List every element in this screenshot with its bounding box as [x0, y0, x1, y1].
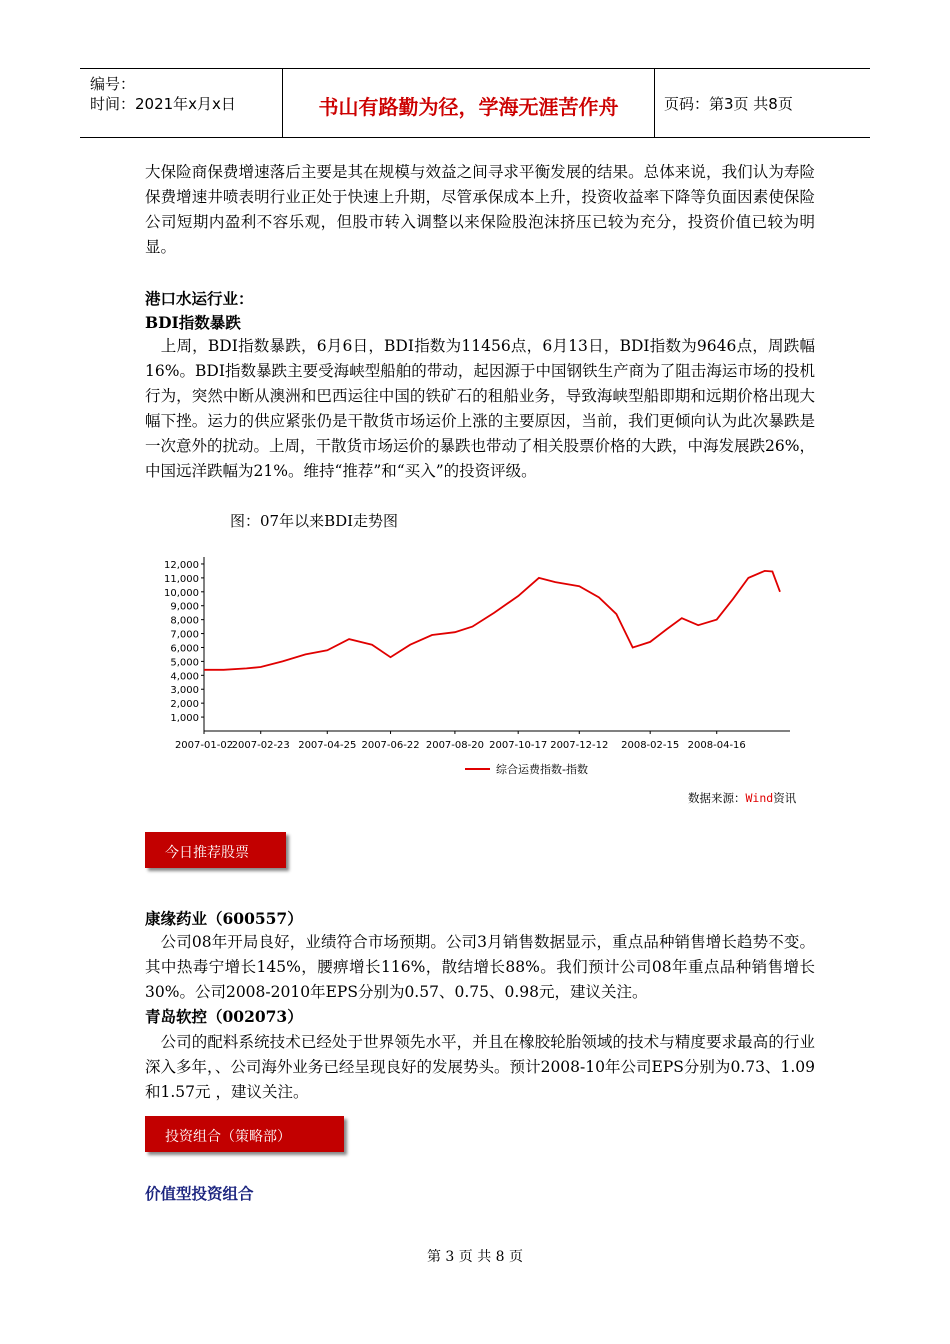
- y-tick-label: 9,000: [170, 601, 199, 613]
- legend-label: 综合运费指数-指数: [496, 763, 588, 776]
- figure-caption: 图：07年以来BDI走势图: [230, 512, 399, 530]
- bdi-paragraph: 上周，BDI指数暴跌，6月6日，BDI指数为11456点，6月13日，BDI指数为9646点，周跌幅16%。BDI指数暴跌主要受海峡型船舶的带动，起因源于中国钢铁生产商为了阻击海运市场的投机行为，突然中断从澳洲和巴西运往中国的铁矿石的租船业务，导致海峡型船即期和远期价格出现大幅下挫。运力的供应紧张仍是干散货市场运价上涨的主要原因，当前，我们更倾向认为此次暴跌是一次意外的扰动。上周，干散货市场运价的暴跌也带动了相关股票价格的大跌，中海发展跌26%，中国远洋跌幅为21%。维持“推荐”和“买入”的投资评级。: [145, 337, 815, 480]
- y-tick-label: 8,000: [170, 615, 199, 627]
- x-tick-label: 2007-02-23: [231, 740, 290, 751]
- y-tick-label: 11,000: [164, 573, 199, 585]
- page-header: [80, 68, 870, 138]
- time-label: 时间：2021年x月x日: [90, 95, 236, 113]
- y-ticks: [164, 560, 204, 724]
- motto: 书山有路勤为径，学海无涯苦作舟: [318, 95, 619, 119]
- portfolio-heading: 价值型投资组合: [145, 1185, 254, 1203]
- x-tick-label: 2007-01-02: [174, 740, 234, 751]
- kangyuan-heading: 康缘药业（600557）: [145, 909, 303, 928]
- y-tick-label: 4,000: [170, 671, 199, 683]
- port-heading: 港口水运行业：: [145, 289, 254, 308]
- qingdao-paragraph: 公司的配料系统技术已经处于世界领先水平，并且在橡胶轮胎领域的技术与精度要求最高的行业深入多年，、公司海外业务已经呈现良好的发展势头。预计2008-10年公司EPS分别为0.73、1.09和1.57元 ，建议关注。: [145, 1033, 815, 1101]
- x-tick-label: 2008-04-16: [687, 740, 746, 751]
- insurance-paragraph: 大保险商保费增速落后主要是其在规模与效益之间寻求平衡发展的结果。总体来说，我们认为寿险保费增速井喷表明行业正处于快速上升期，尽管承保成本上升，投资收益率下降等负面因素使保险公司短期内盈利不容乐观，但股市转入调整以来保险股泡沫挤压已较为充分，投资价值已较为明显。: [145, 163, 815, 256]
- x-ticks: [175, 731, 746, 751]
- banner-label: 投资组合（策略部）: [165, 1129, 291, 1145]
- x-tick-label: 2007-12-12: [550, 740, 609, 751]
- x-tick-label: 2007-10-17: [489, 740, 548, 751]
- y-tick-label: 10,000: [164, 587, 199, 599]
- header-meta: [80, 69, 283, 137]
- source-prefix: 数据来源：: [688, 791, 746, 805]
- banner-label: 今日推荐股票: [165, 845, 249, 861]
- header-motto-cell: [283, 69, 655, 137]
- series-line-bdi: [204, 571, 780, 670]
- x-tick-label: 2007-04-25: [298, 740, 357, 751]
- x-tick-label: 2007-06-22: [361, 740, 420, 751]
- source-wind: Wind: [745, 791, 774, 805]
- bdi-heading: BDI指数暴跌: [145, 313, 241, 332]
- y-tick-label: 2,000: [170, 699, 199, 711]
- portfolio-banner: [145, 1116, 344, 1152]
- number-label: 编号：: [90, 75, 136, 93]
- x-tick-label: 2007-08-20: [425, 740, 484, 751]
- page-footer: 第 3 页 共 8 页: [426, 1249, 524, 1265]
- source-suffix: 资讯: [773, 791, 797, 805]
- y-tick-label: 7,000: [170, 629, 199, 641]
- x-tick-label: 2008-02-15: [621, 740, 680, 751]
- y-tick-label: 1,000: [170, 713, 199, 725]
- recommended-stocks-banner: [145, 832, 286, 868]
- source-note: [688, 791, 797, 805]
- y-tick-label: 5,000: [170, 657, 199, 669]
- y-tick-label: 12,000: [164, 559, 199, 571]
- qingdao-heading: 青岛软控（002073）: [145, 1007, 303, 1026]
- y-tick-label: 3,000: [170, 685, 199, 697]
- page-label: 页码：第3页 共8页: [664, 95, 793, 113]
- bdi-chart: [140, 545, 820, 815]
- kangyuan-paragraph: 公司08年开局良好，业绩符合市场预期。公司3月销售数据显示，重点品种销售增长趋势不变。其中热毒宁增长145%，腰痹增长116%，散结增长88%。我们预计公司08年重点品种销售增长30%。公司2008-2010年EPS分别为0.57、0.75、0.98元，建议关注。: [145, 933, 815, 1001]
- y-tick-label: 6,000: [170, 643, 199, 655]
